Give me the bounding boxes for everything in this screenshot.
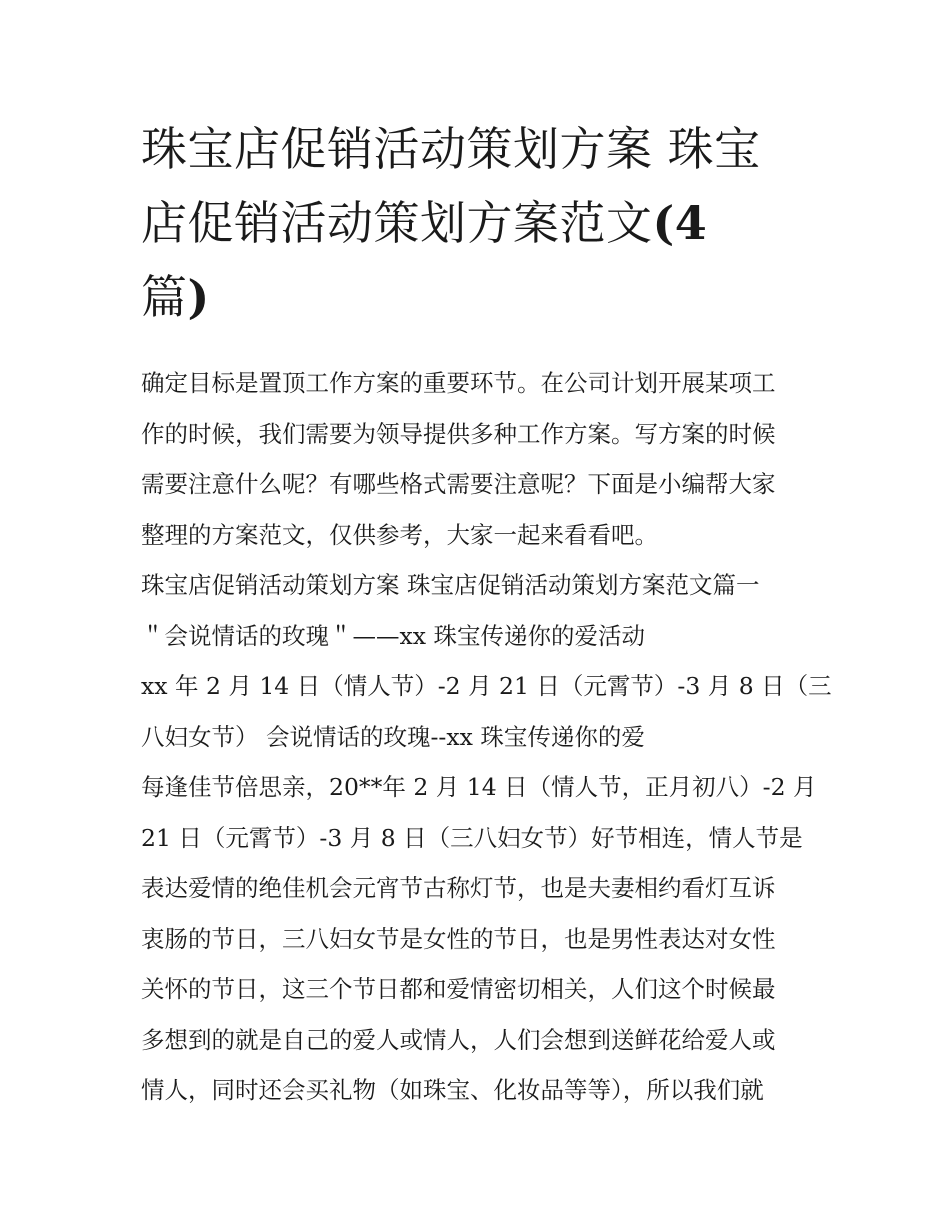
- section-heading: 珠宝店促销活动策划方案 珠宝店促销活动策划方案范文篇一: [141, 571, 760, 599]
- intro-line: 确定目标是置顶工作方案的重要环节。在公司计划开展某项工: [141, 369, 776, 397]
- background-line: 多想到的就是自己的爱人或情人，人们会想到送鲜花给爱人或: [141, 1025, 776, 1054]
- title-line-3-text: 篇: [141, 270, 188, 324]
- title-line-2-text: 店促销活动策划方案范文: [141, 196, 653, 250]
- activity-dates-line: xx 年 2 月 14 日（情人节）-2 月 21 日（元霄节）-3 月 8 日（三: [141, 672, 832, 700]
- background-line: 每逢佳节倍思亲，20**年 2 月 14 日（情人节，正月初八）-2 月: [141, 773, 817, 801]
- background-line: 21 日（元霄节）-3 月 8 日（三八妇女节）好节相连，情人节是: [141, 823, 803, 852]
- background-paragraph: [141, 762, 821, 1116]
- activity-dates-line: 八妇女节） 会说情话的玫瑰--xx 珠宝传递你的爱: [141, 722, 645, 751]
- title-line-3: [141, 260, 821, 334]
- background-line: 关怀的节日，这三个节日都和爱情密切相关，人们这个时候最: [141, 975, 776, 1003]
- document-page: [141, 112, 832, 1116]
- intro-line: 作的时候，我们需要为领导提供多种工作方案。写方案的时候: [141, 419, 776, 448]
- document-body: [141, 358, 832, 1116]
- document-title: [141, 112, 821, 334]
- intro-line: 需要注意什么呢？有哪些格式需要注意呢？下面是小编帮大家: [141, 470, 776, 498]
- activity-theme: ＂会说情话的玫瑰＂——xx 珠宝传递你的爱活动: [141, 621, 645, 650]
- background-line: 衷肠的节日，三八妇女节是女性的节日，也是男性表达对女性: [141, 924, 776, 953]
- background-line: 表达爱情的绝佳机会元宵节古称灯节，也是夫妻相约看灯互诉: [141, 874, 776, 902]
- title-line-2-suffix: (4: [652, 196, 708, 250]
- intro-line: 整理的方案范文，仅供参考，大家一起来看看吧。: [141, 520, 658, 549]
- title-line-2: [141, 186, 821, 260]
- title-line-3-suffix: ): [187, 270, 210, 324]
- title-line-1: 珠宝店促销活动策划方案 珠宝: [141, 122, 761, 176]
- activity-dates-paragraph: [141, 661, 832, 762]
- intro-paragraph: [141, 358, 821, 560]
- background-line: 情人，同时还会买礼物（如珠宝、化妆品等等），所以我们就: [141, 1076, 764, 1104]
